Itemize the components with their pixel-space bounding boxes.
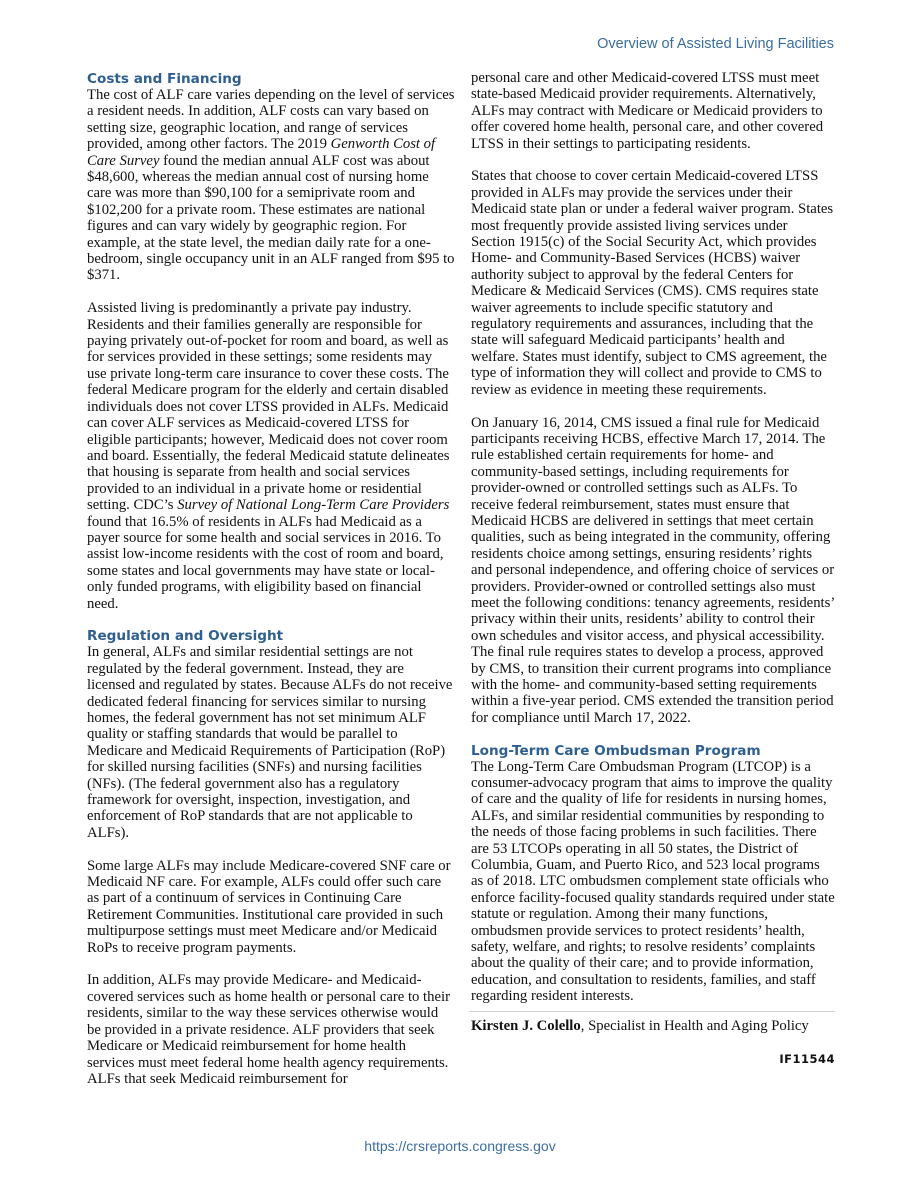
regulation-paragraph-5: States that choose to cover certain Medicaid-covered LTSS provided in ALFs may provide the services under their Medicaid state plan or under a federal waiver program. States most frequently provide assisted living services under Section 1915(c) of the Social Security Act, which provides Home- and Community-Based Services (HCBS) waiver authority subject to approval by the federal Centers for Medicare & Medicaid Services (CMS). CMS requires state waiver agreements to include specific statutory and regulatory requirements and assurances, including that the state will safeguard Medicaid participants’ health and welfare. States must identify, subject to CMS agreement, the type of information they will collect and provide to CMS to review as evidence in meeting these requirements.	[471, 168, 834, 398]
italic-title: Genworth Cost of Care Survey	[87, 136, 436, 169]
text-span: found that 16.5% of residents in ALFs had Medicaid as a payer source for some health and social services in 2016. To assist low-income residents with the cost of room and board, some states and local governments may have state or local-only funded programs, with eligibility based on financial need.	[87, 513, 444, 612]
section-heading-ombudsman: Long-Term Care Ombudsman Program	[471, 742, 761, 759]
left-column	[87, 70, 455, 1104]
text-span: Assisted living is predominantly a private pay industry. Residents and their families generally are responsible for paying privately out-of-pocket for room and board, as well as for services provided in these settings; some residents may use private long-term care insurance to cover these costs. The federal Medicare program for the elderly and certain disabled individuals does not cover LTSS provided in ALFs. Medicaid can cover ALF services as Medicaid-covered LTSS for eligible participants; however, Medicaid does not cover room and board. Essentially, the federal Medicaid statute delineates that housing is separate from health and social services provided to an individual in a private home or residential setting. CDC’s	[87, 300, 450, 514]
document-id: IF11544	[779, 1051, 835, 1066]
section-heading-regulation: Regulation and Oversight	[87, 628, 284, 645]
divider	[469, 1011, 835, 1012]
author-name: Kirsten J. Colello	[471, 1017, 581, 1034]
costs-paragraph-2	[87, 300, 455, 612]
text-span: found the median annual ALF cost was about $48,600, whereas the median annual cost of nursing home care was more than $90,100 for a semiprivate room and $102,200 for a private room. These estimates are national figures and can vary widely by geographic region. For example, at the state level, the median daily rate for a one-bedroom, single occupancy unit in an ALF ranged from $95 to $371.	[87, 152, 455, 284]
regulation-paragraph-1: In general, ALFs and similar residential settings are not regulated by the federal government. Instead, they are licensed and regulated by states. Because ALFs do not receive dedicated federal financing for services similar to nursing homes, the federal government has not set minimum ALF quality or staffing standards that would be parallel to Medicare and Medicaid Requirements of Participation (RoP) for skilled nursing facilities (SNFs) and nursing facilities (NFs). (The federal government also has a regulatory framework for oversight, inspection, investigation, and enforcement of RoP standards that are not applicable to ALFs).	[87, 644, 453, 841]
footer-url[interactable]: https://crsreports.congress.gov	[364, 1138, 556, 1154]
text-span: The cost of ALF care varies depending on the level of services a resident needs. In addition, ALF costs can vary based on setting size, geographic location, and range of services provided, among other factors. The 2019	[87, 87, 455, 153]
regulation-paragraph-4: personal care and other Medicaid-covered LTSS must meet state-based Medicaid provider requirements. Alternatively, ALFs may contract with Medicare or Medicaid providers to offer covered home health, personal care, and other covered LTSS in their settings to participating residents.	[471, 70, 824, 152]
costs-paragraph-1	[87, 87, 455, 284]
regulation-paragraph-2: Some large ALFs may include Medicare-covered SNF care or Medicaid NF care. For example, ALFs could offer such care as part of a continuum of services in Continuing Care Retirement Communities. Institutional care provided in such multipurpose settings must meet Medicare and/or Medicaid RoPs to receive program payments.	[87, 857, 451, 956]
right-column	[471, 70, 835, 1067]
section-heading-costs: Costs and Financing	[87, 71, 242, 87]
ombudsman-paragraph: The Long-Term Care Ombudsman Program (LTCOP) is a consumer-advocacy program that aims to improve the quality of care and the quality of life for residents in nursing homes, ALFs, and similar residential communities by responding to the needs of those facing problems in such facilities. There are 53 LTCOPs operating in all 50 states, the District of Columbia, Guam, and Puerto Rico, and 523 local programs as of 2018. LTC ombudsmen complement state officials who enforce facility-focused quality standards required under state statute or regulation. Among their many functions, ombudsmen provide services to protect residents’ health, safety, welfare, and rights; to resolve residents’ complaints about the quality of their care; and to provide information, education, and consultation to residents, families, and staff regarding resident interests.	[471, 758, 835, 1005]
regulation-paragraph-6: On January 16, 2014, CMS issued a final rule for Medicaid participants receiving HCBS, effective March 17, 2014. The rule established certain requirements for home- and community-based settings, including requirements for provider-owned or controlled settings such as ALFs. To receive federal reimbursement, states must ensure that Medicaid HCBS are delivered in settings that meet certain qualities, such as being integrated in the community, offering residents choice among settings, ensuring residents’ rights and personal independence, and offering choice of services or providers. Provider-owned or controlled settings also must meet the following conditions: tenancy agreements, residents’ privacy within their units, residents’ ability to control their own schedules and visitor access, and physical accessibility. The final rule requires states to develop a process, approved by CMS, to transition their current programs into compliance with the home- and community-based setting requirements within a five-year period. CMS extended the transition period for compliance until March 17, 2022.	[471, 414, 835, 726]
author-title: , Specialist in Health and Aging Policy	[580, 1017, 809, 1034]
regulation-paragraph-3: In addition, ALFs may provide Medicare- and Medicaid-covered services such as home health or personal care to their residents, similar to the way these services otherwise would be provided in a private residence. ALF providers that seek Medicare or Medicaid reimbursement for home health services must meet federal home health agency requirements. ALFs that seek Medicaid reimbursement for	[87, 972, 450, 1087]
italic-title: Survey of National Long-Term Care Providers	[177, 497, 450, 514]
author-line	[471, 1018, 835, 1034]
running-header: Overview of Assisted Living Facilities	[597, 36, 834, 52]
